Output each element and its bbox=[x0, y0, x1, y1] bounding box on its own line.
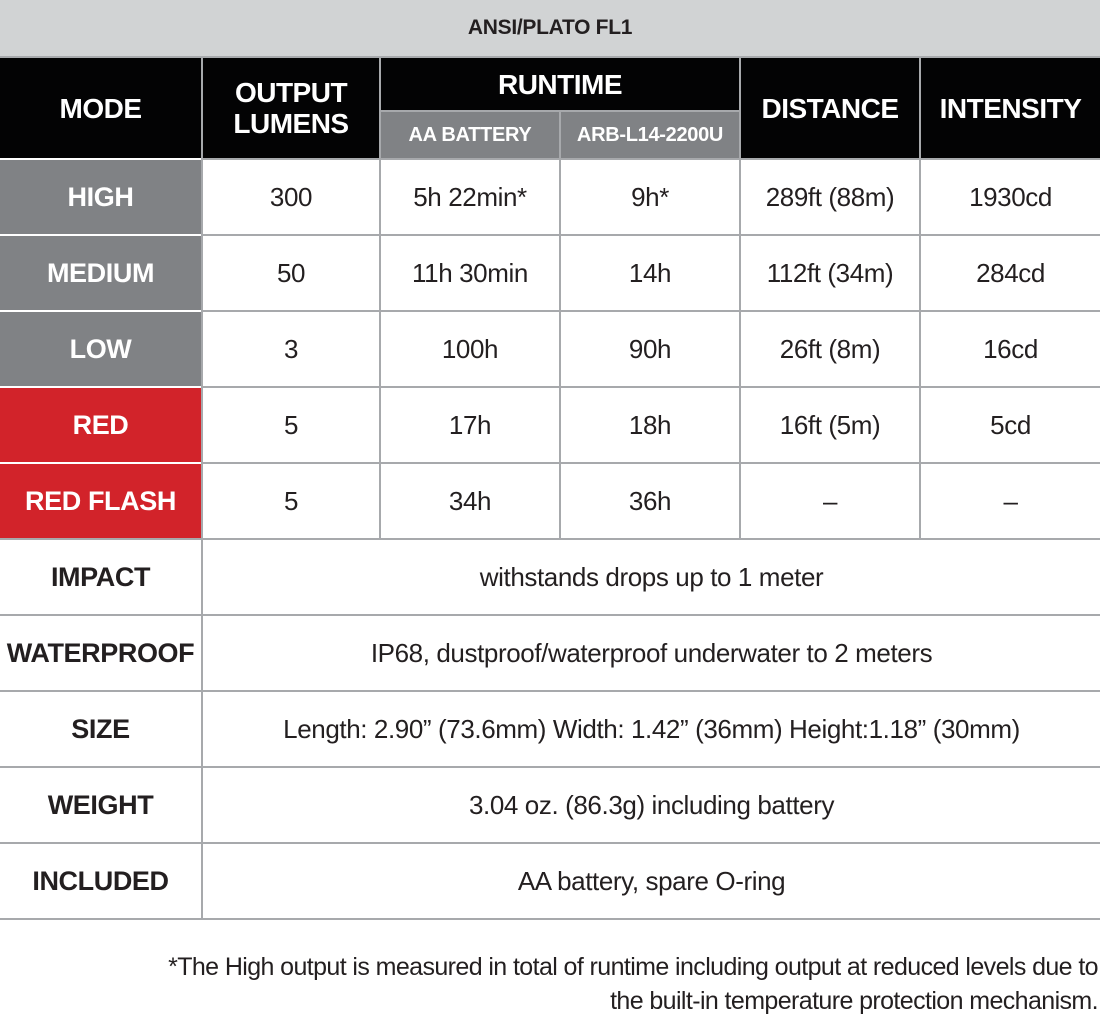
runtime-arb-cell: 9h* bbox=[560, 159, 740, 235]
runtime-aa-cell: 34h bbox=[380, 463, 560, 539]
header-output-lumens-label: OUTPUT LUMENS bbox=[233, 77, 349, 139]
header-row bbox=[0, 57, 1100, 111]
distance-cell: 16ft (5m) bbox=[740, 387, 920, 463]
lumens-cell: 300 bbox=[202, 159, 380, 235]
spec-label: SIZE bbox=[0, 691, 202, 767]
distance-cell: 289ft (88m) bbox=[740, 159, 920, 235]
title-row bbox=[0, 0, 1100, 57]
spec-row-included bbox=[0, 843, 1100, 919]
footnote-line-1: *The High output is measured in total of runtime including output at reduced levels due to bbox=[168, 953, 1098, 981]
runtime-arb-cell: 90h bbox=[560, 311, 740, 387]
spec-row-size bbox=[0, 691, 1100, 767]
runtime-arb-cell: 14h bbox=[560, 235, 740, 311]
intensity-cell: 284cd bbox=[920, 235, 1100, 311]
spec-value: AA battery, spare O-ring bbox=[202, 843, 1100, 919]
mode-label: HIGH bbox=[0, 159, 202, 235]
intensity-cell: 1930cd bbox=[920, 159, 1100, 235]
mode-row-high bbox=[0, 159, 1100, 235]
mode-row-medium bbox=[0, 235, 1100, 311]
mode-label: MEDIUM bbox=[0, 235, 202, 311]
mode-row-red bbox=[0, 387, 1100, 463]
spec-value: Length: 2.90” (73.6mm) Width: 1.42” (36mm) Height:1.18” (30mm) bbox=[202, 691, 1100, 767]
header-output-lumens bbox=[202, 57, 380, 159]
spec-row-weight bbox=[0, 767, 1100, 843]
distance-cell: – bbox=[740, 463, 920, 539]
header-arb-battery: ARB-L14-2200U bbox=[560, 111, 740, 159]
header-runtime: RUNTIME bbox=[380, 57, 740, 111]
header-aa-battery: AA BATTERY bbox=[380, 111, 560, 159]
spec-label: IMPACT bbox=[0, 539, 202, 615]
table-title: ANSI/PLATO FL1 bbox=[0, 0, 1100, 57]
spec-label: INCLUDED bbox=[0, 843, 202, 919]
runtime-arb-cell: 36h bbox=[560, 463, 740, 539]
spec-row-impact bbox=[0, 539, 1100, 615]
header-mode: MODE bbox=[0, 57, 202, 159]
mode-row-red-flash bbox=[0, 463, 1100, 539]
mode-label: LOW bbox=[0, 311, 202, 387]
footnote-line-2: the built-in temperature protection mechanism. bbox=[610, 987, 1098, 1015]
runtime-aa-cell: 11h 30min bbox=[380, 235, 560, 311]
intensity-cell: 5cd bbox=[920, 387, 1100, 463]
spec-value: withstands drops up to 1 meter bbox=[202, 539, 1100, 615]
lumens-cell: 5 bbox=[202, 463, 380, 539]
lumens-cell: 5 bbox=[202, 387, 380, 463]
header-intensity: INTENSITY bbox=[920, 57, 1100, 159]
runtime-arb-cell: 18h bbox=[560, 387, 740, 463]
header-distance: DISTANCE bbox=[740, 57, 920, 159]
mode-row-low bbox=[0, 311, 1100, 387]
spec-value: IP68, dustproof/waterproof underwater to 2 meters bbox=[202, 615, 1100, 691]
spec-label: WATERPROOF bbox=[0, 615, 202, 691]
intensity-cell: 16cd bbox=[920, 311, 1100, 387]
lumens-cell: 50 bbox=[202, 235, 380, 311]
distance-cell: 26ft (8m) bbox=[740, 311, 920, 387]
runtime-aa-cell: 100h bbox=[380, 311, 560, 387]
spec-value: 3.04 oz. (86.3g) including battery bbox=[202, 767, 1100, 843]
spec-row-waterproof bbox=[0, 615, 1100, 691]
runtime-aa-cell: 5h 22min* bbox=[380, 159, 560, 235]
distance-cell: 112ft (34m) bbox=[740, 235, 920, 311]
spec-label: WEIGHT bbox=[0, 767, 202, 843]
intensity-cell: – bbox=[920, 463, 1100, 539]
footnote bbox=[8, 950, 1098, 1018]
mode-label: RED FLASH bbox=[0, 463, 202, 539]
runtime-aa-cell: 17h bbox=[380, 387, 560, 463]
mode-label: RED bbox=[0, 387, 202, 463]
lumens-cell: 3 bbox=[202, 311, 380, 387]
